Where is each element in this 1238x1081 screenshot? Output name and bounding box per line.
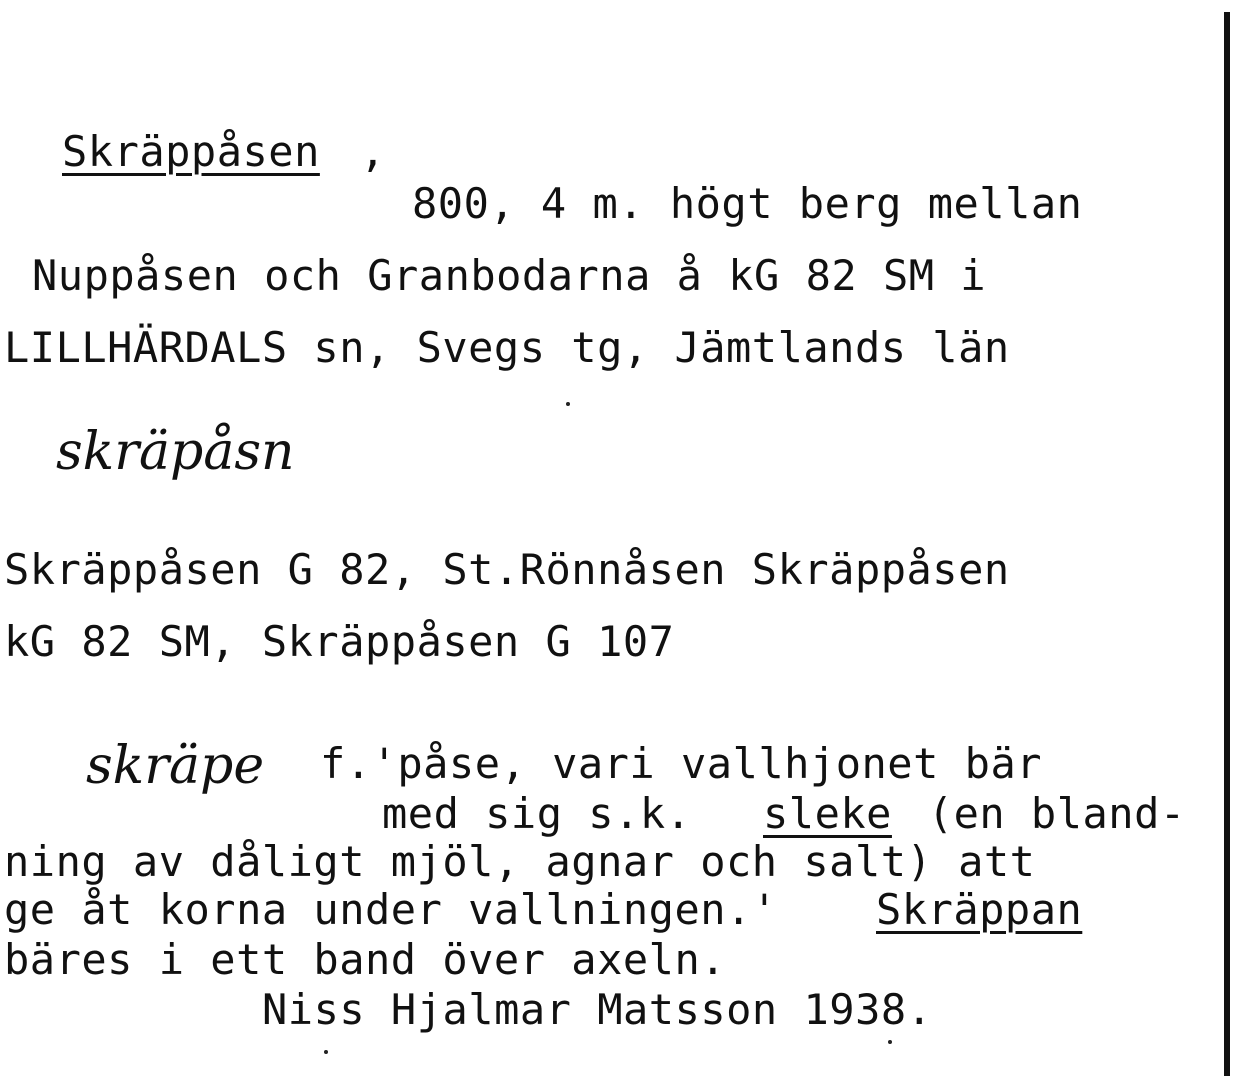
headword-comma: , xyxy=(360,127,386,176)
signature: Niss Hjalmar Matsson 1938. xyxy=(262,985,933,1034)
card-edge-line xyxy=(1224,12,1230,1076)
scan-speck xyxy=(566,402,570,406)
description-line-2: Nuppåsen och Granbodarna å kG 82 SM i xyxy=(32,251,987,300)
etymology-line-2-post: (en bland- xyxy=(902,789,1186,838)
etymology-line-4-underlined: Skräppan xyxy=(876,885,1083,934)
handwritten-pronunciation: skräpåsn xyxy=(56,422,295,482)
handwritten-etymology-word: skräpe xyxy=(86,736,265,796)
etymology-line-3: ning av dåligt mjöl, agnar och salt) att xyxy=(4,837,1036,886)
scan-speck xyxy=(888,1040,892,1044)
headword: Skräppåsen xyxy=(62,127,320,176)
etymology-line-4-pre: ge åt korna under vallningen.' xyxy=(4,885,804,934)
description-line-1: 800, 4 m. högt berg mellan xyxy=(412,179,1083,228)
etymology-line-2-pre: med sig s.k. xyxy=(382,789,718,838)
etymology-line-2-underlined: sleke xyxy=(763,789,892,838)
description-line-3: LILLHÄRDALS sn, Svegs tg, Jämtlands län xyxy=(4,323,1010,372)
etymology-line-1: f.'påse, vari vallhjonet bär xyxy=(320,739,1043,788)
sources-line-1: Skräppåsen G 82, St.Rönnåsen Skräppåsen xyxy=(4,545,1010,594)
sources-line-2: kG 82 SM, Skräppåsen G 107 xyxy=(4,617,675,666)
scan-speck xyxy=(324,1050,328,1054)
etymology-line-5: bäres i ett band över axeln. xyxy=(4,935,727,984)
